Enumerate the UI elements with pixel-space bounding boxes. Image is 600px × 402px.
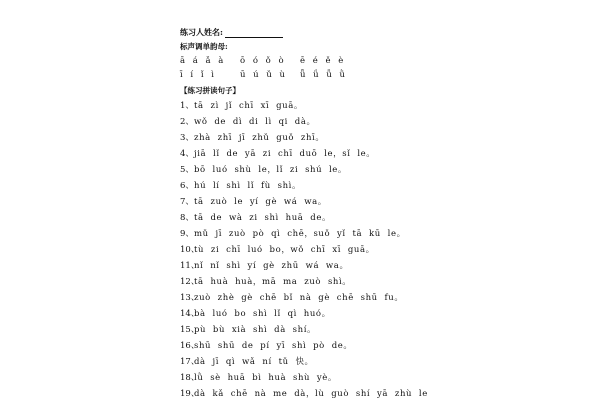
sentence-number: 8、: [180, 213, 194, 223]
sentence-pinyin: bō luó shù le，lǐ zi shú le。: [194, 165, 348, 175]
sentence-line: [180, 322, 580, 338]
sentence-number: 7、: [180, 197, 194, 207]
tone-section-label: 标声调单韵母:: [180, 42, 228, 51]
tone-group-a: ā á ǎ à: [180, 56, 226, 66]
sentence-number: 2、: [180, 117, 194, 127]
sentence-line: [180, 162, 580, 178]
sentence-number: 9、: [180, 229, 194, 239]
sentence-number: 10、: [180, 245, 200, 255]
sentence-pinyin: zhà zhī jī zhǔ guǒ zhī。: [194, 133, 325, 143]
sentence-number: 1、: [180, 101, 194, 111]
tone-row-1: [180, 54, 580, 68]
sentence-number: 11、: [180, 261, 200, 271]
sentence-line: [180, 226, 580, 242]
sentence-pinyin: tā zì jǐ chī xī guā。: [194, 101, 303, 111]
sentence-number: 5、: [180, 165, 194, 175]
sentence-line: [180, 274, 580, 290]
sentence-line: [180, 306, 580, 322]
sentence-number: 18、: [180, 373, 200, 383]
sentence-pinyin: wǒ de dì di lì qi dà。: [194, 117, 316, 127]
sentence-number: 12、: [180, 277, 200, 287]
name-label: 练习人姓名:: [180, 27, 223, 37]
sentence-number: 13、: [180, 293, 200, 303]
sentence-number: 6、: [180, 181, 194, 191]
sentence-list: [180, 98, 580, 402]
sentence-pinyin: hú lí shì lǐ fù shì。: [194, 181, 302, 191]
name-blank-line: [225, 29, 283, 38]
tone-group-i: ī í ǐ ì: [180, 70, 217, 80]
sentence-pinyin: pù bù xià shì dà shí。: [194, 325, 317, 335]
sentence-line: [180, 130, 580, 146]
sentence-line: [180, 114, 580, 130]
sentence-number: 4、: [180, 149, 194, 159]
sentence-pinyin: tā zuò le yí gè wá wa。: [194, 197, 327, 207]
tone-group-v: ǖ ǘ ǚ ǜ: [300, 70, 348, 80]
sentence-number: 17、: [180, 357, 200, 367]
sentence-number: 15、: [180, 325, 200, 335]
name-field-row: [180, 22, 580, 38]
sentence-line: [180, 290, 580, 306]
sentence-line: [180, 242, 580, 258]
sentence-pinyin: bà luó bo shì lǐ qì huó。: [194, 309, 331, 319]
sentence-pinyin: tā de wà zi shì huā de。: [194, 213, 332, 223]
sentence-pinyin: mǔ jī zuò pò qì chē，suǒ yǐ tā kū le。: [194, 229, 406, 239]
sentence-pinyin: tù zi chī luó bo，wǒ chī xī guā。: [194, 245, 375, 255]
tone-group-o: ō ó ǒ ò: [240, 56, 287, 66]
sentence-pinyin: lǜ sè huā bì huà shù yè。: [194, 373, 338, 383]
sentence-line: [180, 354, 580, 370]
worksheet-content: [180, 22, 580, 402]
sentence-pinyin: dà jī qì wǎ ní tǔ 快。: [194, 357, 314, 367]
sentence-number: 16、: [180, 341, 200, 351]
sentence-pinyin: nǐ nǐ shì yí gè zhū wá wa。: [194, 261, 349, 271]
tone-group-e: ē é ě è: [300, 56, 346, 66]
sentence-number: 19、: [180, 389, 200, 399]
sentence-line: [180, 98, 580, 114]
sentence-line: [180, 370, 580, 386]
sentence-pinyin: jiā lǐ de yā zi chī duō le，sǐ le。: [194, 149, 376, 159]
tone-row-2: [180, 68, 580, 82]
sentence-pinyin: zuò zhè gè chē bǐ nà gè chē shū fu。: [194, 293, 404, 303]
sentence-line: [180, 178, 580, 194]
sentence-pinyin: tā huà huà，mā ma zuò shì。: [194, 277, 352, 287]
sentence-line: [180, 194, 580, 210]
practice-title: 【练习拼读句子】: [180, 86, 240, 95]
sentence-line: [180, 146, 580, 162]
sentence-number: 14、: [180, 309, 200, 319]
sentence-pinyin: shū shū de pí yī shì pò de。: [194, 341, 353, 351]
sentence-number: 3、: [180, 133, 194, 143]
sentence-line: [180, 258, 580, 274]
sentence-line: [180, 210, 580, 226]
tone-group-u: ū ú ǔ ù: [240, 70, 288, 80]
sentence-pinyin: dà kǎ chē nà me dà，lù guò shí yā zhù le: [194, 389, 428, 399]
sentence-line: [180, 338, 580, 354]
